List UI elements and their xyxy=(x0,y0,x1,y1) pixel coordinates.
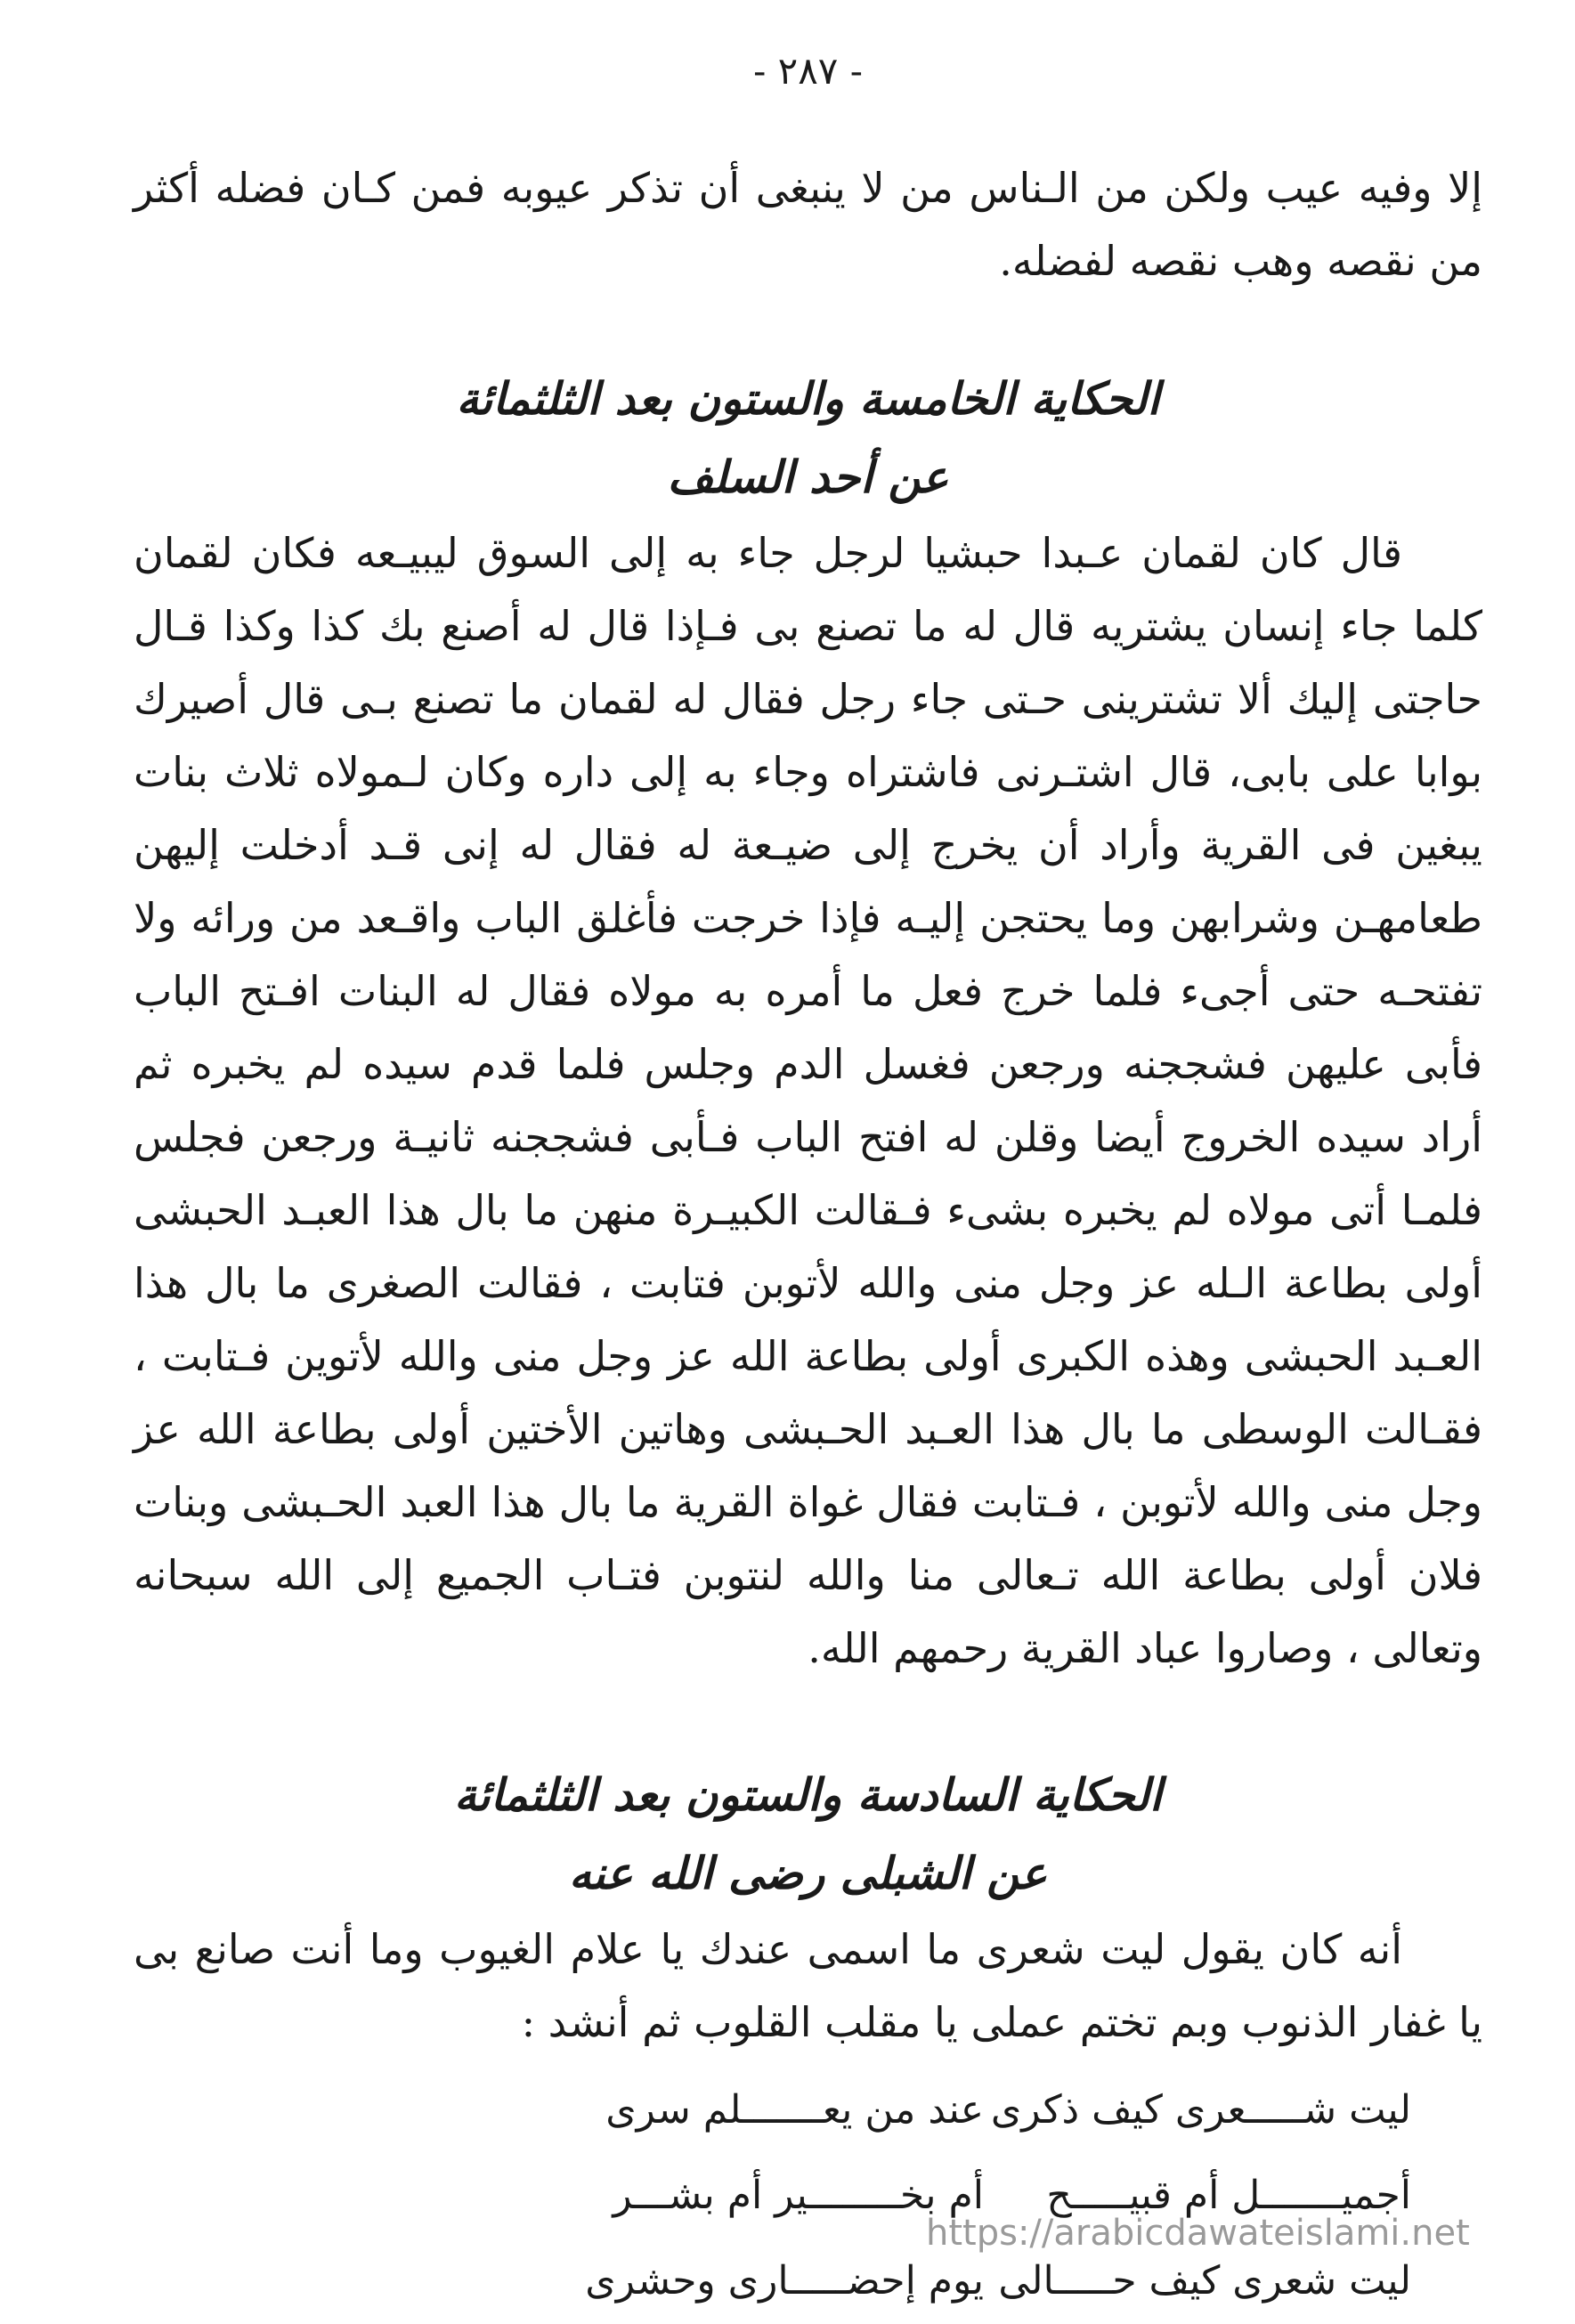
story-365-body: قال كان لقمان عـبدا حبشيا لرجل جاء به إلى السوق ليبيـعه فكان لقمان كلما جاء إنسان يشتريه قال له ما تصنع بى فـإذا قال له أصنع بك كذا وكذا قـال حاجتى إليك ألا تشترينى حـتى جاء رجل فقال له لقمان ما تصنع بـى قال أصيرك بوابا على بابى، قال اشتـرنى فاشتراه وجاء به إلى داره وكان لـمولاه ثلاث بنات يبغين فى القرية وأراد أن يخرج إلى ضيـعة له فقال له إنى قـد أدخلت إليهن طعامهـن وشرابهن وما يحتجن إليـه فإذا خرجت فأغلق الباب واقـعد من ورائه ولا تفتحـه حتى أجىء فلما خرج فعل ما أمره به مولاه فقال له البنات افـتح الباب فأبى عليهن فشججنه ورجعن فغسل الدم وجلس فلما قدم سيده لم يخبره ثم أراد سيده الخروج أيضا وقلن له افتح الباب فـأبى فشججنه ثانيـة ورجعن فجلس فلمـا أتى مولاه لم يخبره بشىء فـقالت الكبيـرة منهن ما بال هذا العبـد الحبشى أولى بطاعة الـله عز وجل منى والله لأتوبن فتابت ، فقالت الصغرى ما بال هذا العـبد الحبشى وهذه الكبرى أولى بطاعة الله عز وجل منى والله لأتوين فـتابت ، فقـالت الوسطى ما بال هذا العـبد الحـبشى وهاتين الأختين أولى بطاعة الله عز وجل منى والله لأتوبن ، فـتابت فقال غواة القرية ما بال هذا العبد الحـبشى وبنات فلان أولى بطاعة الله تـعالى منا والله لنتوبن فتـاب الجميع إلى الله سبحانه وتعالى ، وصاروا عباد القرية رحمهم الله. xyxy=(134,529,1482,1672)
intro-paragraph: إلا وفيه عيب ولكن من الـناس من لا ينبغى أن تذكر عيوبه فمن كـان فضله أكثر من نقصه وهب نقصه لفضله. xyxy=(134,164,1482,285)
story-365-subtitle: عن أحد السلف xyxy=(667,451,949,503)
poem-hemistich-second: عند من يعـــــــلم سرى xyxy=(605,2087,984,2133)
poem-hemistich-second: يوم إحضـــــارى وحشرى xyxy=(585,2258,984,2304)
poem-hemistich-first: أجميـــــــل أم قبيـــــح xyxy=(1046,2173,1411,2218)
document-page xyxy=(134,45,1482,2304)
poem-line xyxy=(134,2068,1482,2153)
story-366-heading xyxy=(134,1756,1482,1913)
poem-hemistich-first: ليت شـــــعرى كيف ذكرى xyxy=(990,2087,1411,2133)
poem xyxy=(134,2068,1482,2324)
story-366-title: الحكاية السادسة والستون بعد الثلثمائة xyxy=(453,1769,1163,1821)
story-365-title: الحكاية الخامسة والستون بعد الثلثمائة xyxy=(456,373,1160,425)
page-number: - ٢٨٧ - xyxy=(753,49,863,93)
poem-hemistich-first: ليت شعرى كيف حـــــالى xyxy=(998,2258,1411,2304)
poem-hemistich-second: أم بخــــــــير أم بشـــر xyxy=(613,2173,984,2218)
story-366-body: أنه كان يقول ليت شعرى ما اسمى عندك يا علام الغيوب وما أنت صانع بى يا غفار الذنوب وبم تختم عملى يا مقلب القلوب ثم أنشد : xyxy=(134,1925,1482,2046)
story-366-subtitle: عن الشبلى رضى الله عنه xyxy=(568,1848,1048,1899)
story-365-heading xyxy=(134,360,1482,516)
watermark-url: https://arabicdawateislami.net xyxy=(926,2213,1470,2254)
